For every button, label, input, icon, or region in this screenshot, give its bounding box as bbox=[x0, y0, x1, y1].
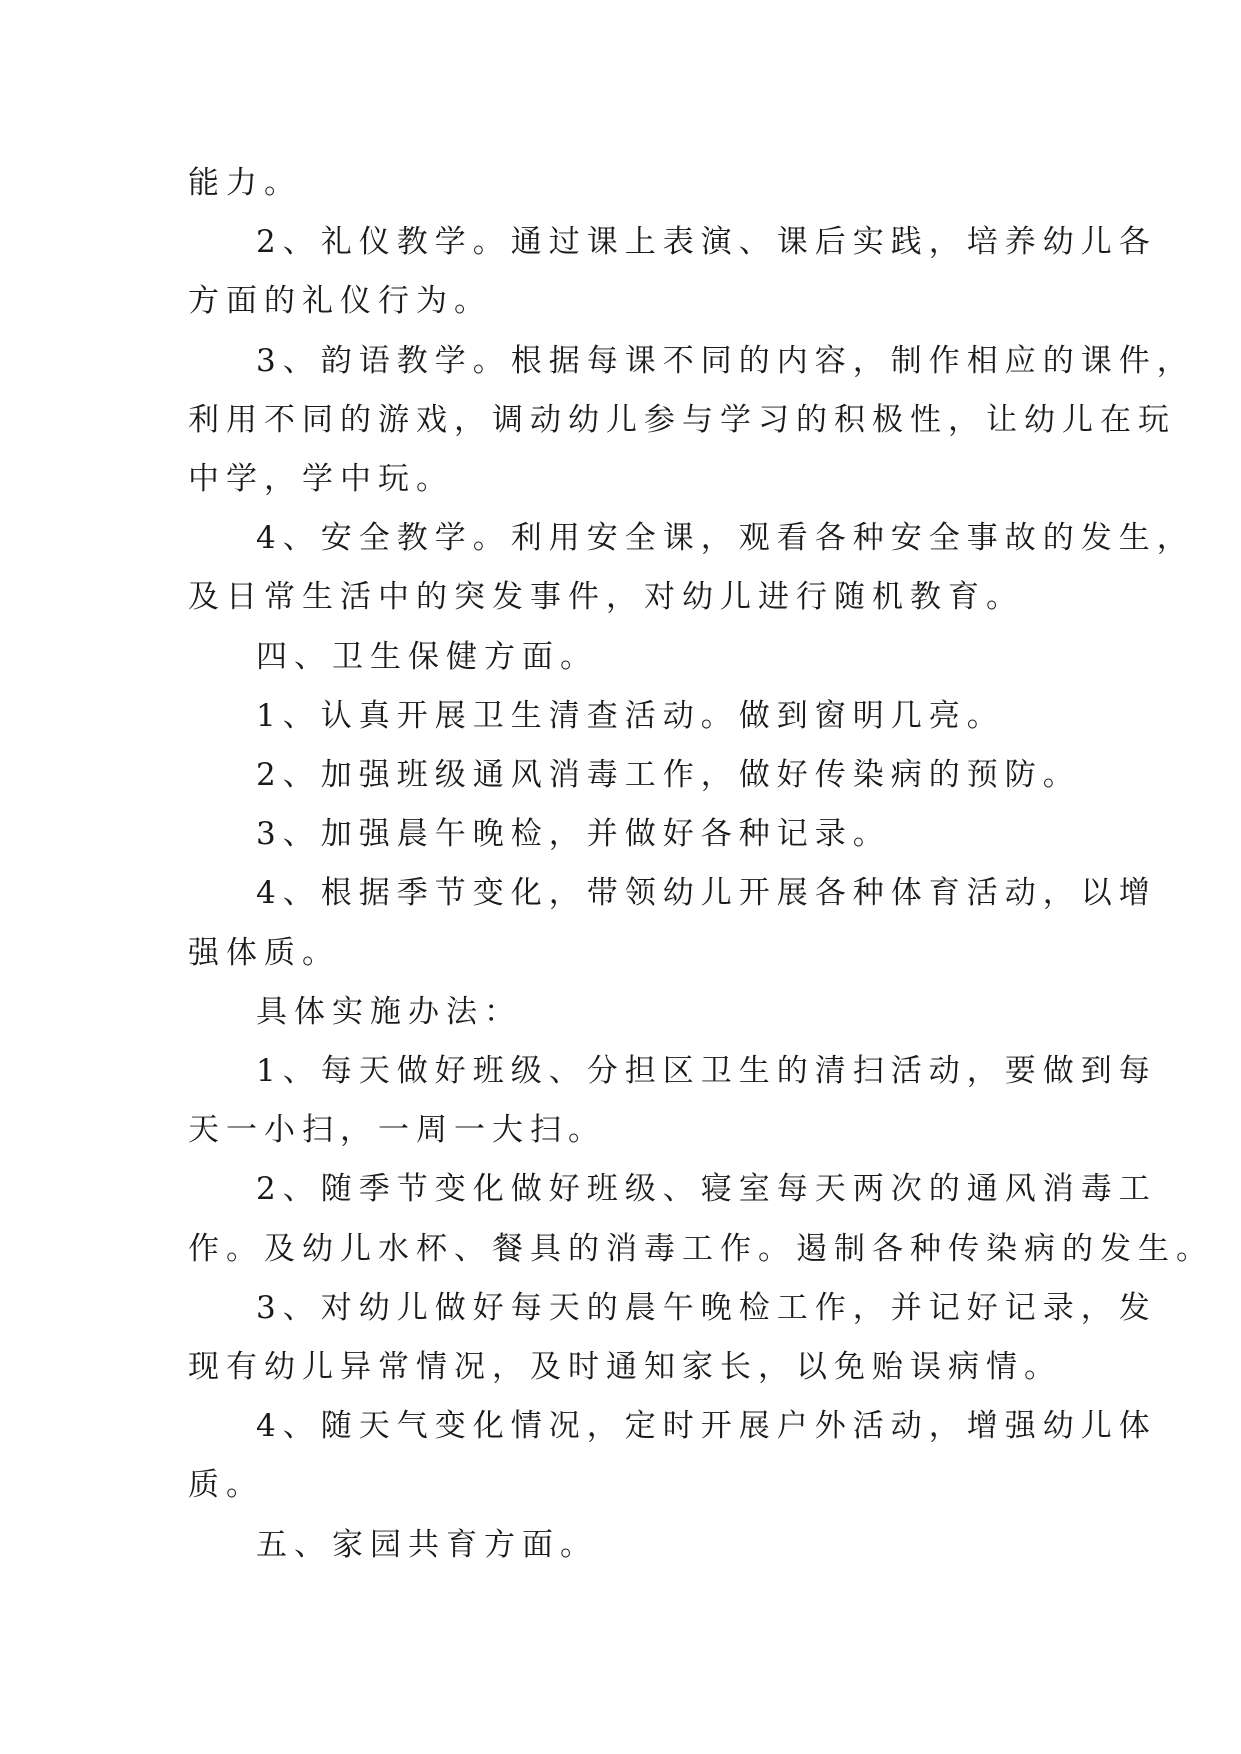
paragraph bbox=[188, 746, 1081, 805]
text-line: 质。 bbox=[188, 1467, 264, 1504]
text-line: 作。及幼儿水杯、餐具的消毒工作。遏制各种传染病的发生。 bbox=[188, 1230, 1214, 1267]
subsection-heading bbox=[188, 983, 1053, 1042]
text-line: 3、对幼儿做好每天的晨午晚检工作，并记好记录，发 bbox=[256, 1289, 1157, 1326]
paragraph bbox=[188, 687, 1053, 746]
section-heading bbox=[188, 1516, 1053, 1575]
paragraph bbox=[188, 1397, 1157, 1515]
text-line: 强体质。 bbox=[188, 934, 340, 971]
text-line: 现有幼儿异常情况，及时通知家长，以免贻误病情。 bbox=[188, 1349, 1062, 1386]
text-line: 利用不同的游戏，调动幼儿参与学习的积极性，让幼儿在玩 bbox=[188, 401, 1176, 438]
paragraph bbox=[188, 509, 1195, 627]
text-line: 4、根据季节变化，带领幼儿开展各种体育活动，以增 bbox=[256, 875, 1157, 912]
text-line: 1、认真开展卫生清查活动。做到窗明几亮。 bbox=[256, 697, 1005, 734]
text-line: 具体实施办法： bbox=[256, 993, 522, 1030]
text-line: 3、韵语教学。根据每课不同的内容，制作相应的课件， bbox=[256, 342, 1195, 379]
text-line: 3、加强晨午晚检，并做好各种记录。 bbox=[256, 816, 891, 853]
text-line: 能力。 bbox=[188, 165, 302, 201]
document-body bbox=[188, 154, 1214, 1575]
paragraph bbox=[188, 805, 1053, 864]
text-line: 4、安全教学。利用安全课，观看各种安全事故的发生， bbox=[256, 520, 1195, 557]
paragraph bbox=[188, 332, 1195, 510]
text-line: 五、家园共育方面。 bbox=[256, 1526, 598, 1563]
paragraph bbox=[188, 1160, 1214, 1278]
text-line: 2、随季节变化做好班级、寝室每天两次的通风消毒工 bbox=[256, 1171, 1157, 1208]
section-heading bbox=[188, 628, 1053, 687]
text-line: 4、随天气变化情况，定时开展户外活动，增强幼儿体 bbox=[256, 1408, 1157, 1445]
text-line: 四、卫生保健方面。 bbox=[256, 638, 598, 675]
paragraph bbox=[188, 1279, 1157, 1397]
text-line: 及日常生活中的突发事件，对幼儿进行随机教育。 bbox=[188, 579, 1024, 616]
text-line: 天一小扫，一周一大扫。 bbox=[188, 1112, 606, 1149]
text-line: 2、礼仪教学。通过课上表演、课后实践，培养幼儿各 bbox=[256, 224, 1157, 261]
text-line: 2、加强班级通风消毒工作，做好传染病的预防。 bbox=[256, 757, 1081, 794]
text-line: 1、每天做好班级、分担区卫生的清扫活动，要做到每 bbox=[256, 1053, 1157, 1090]
paragraph bbox=[188, 154, 1053, 213]
text-line: 中学，学中玩。 bbox=[188, 461, 454, 498]
text-line: 方面的礼仪行为。 bbox=[188, 283, 492, 320]
paragraph bbox=[188, 1042, 1157, 1160]
paragraph bbox=[188, 864, 1157, 982]
paragraph bbox=[188, 213, 1157, 331]
